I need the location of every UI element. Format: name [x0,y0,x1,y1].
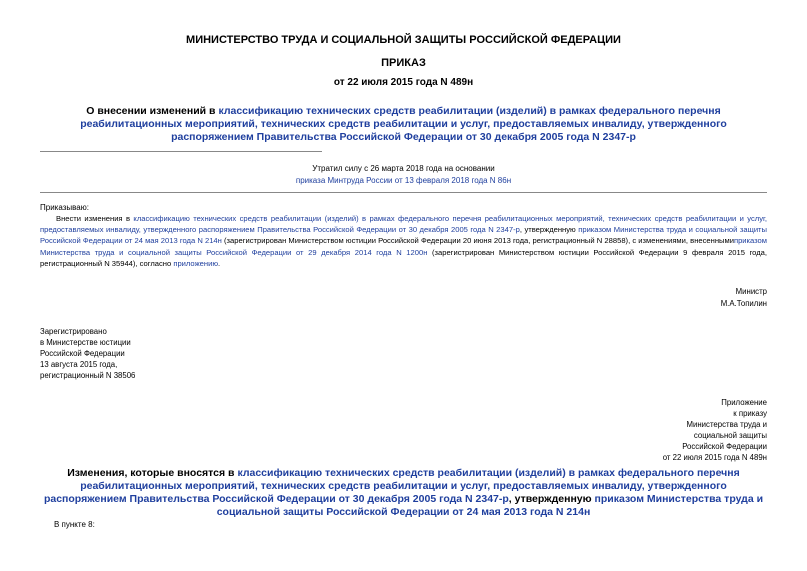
registration-block [40,326,240,381]
registration-line: в Министерстве юстиции [40,338,131,347]
body-text-2: , утвержденную [519,225,579,235]
appendix-line: социальной защиты [693,431,767,440]
body-classification-link[interactable]: классификацию технических средств реабилитации (изделий) в рамках федерального перечня реабилитационных мероприятий, технических средств реабилитации и услуг, предоставляемых инвалиду, утвержденного распоряжением Правительства Российской Федерации от 30 декабря 2005 года N 2347-р [40,214,767,235]
order-word: Приказываю: [40,203,89,212]
lost-force-note [40,163,767,187]
changes-order-214n-link[interactable]: приказом Министерства труда и социальной защиты Российской Федерации от 24 мая 2013 года N 214н [216,493,764,518]
item-8-label: В пункте 8: [54,520,95,529]
registration-line: Российской Федерации [40,349,125,358]
changes-text-2: , утвержденную [508,493,595,505]
ministry-heading: МИНИСТЕРСТВО ТРУДА И СОЦИАЛЬНОЙ ЗАЩИТЫ РОССИЙСКОЙ ФЕДЕРАЦИИ [186,34,621,46]
registration-line: Зарегистрировано [40,327,107,336]
title-text: О внесении изменений в [86,105,219,117]
appendix-line: Министерства труда и [686,420,767,429]
changes-classification-link[interactable]: классификацию технических средств реабилитации (изделий) в рамках федерального перечня реабилитационных мероприятий, технических средств реабилитации и услуг, предоставляемых инвалиду, утвержденного распоряжением Правительства Российской Федерации от 30 декабря 2005 года N 2347-р [43,467,740,505]
order-214n-link[interactable]: приказом Министерства труда и социальной защиты Российской Федерации от 24 мая 2013 года N 214н [40,225,767,246]
signature-block [567,286,767,310]
appendix-link[interactable]: приложению [173,258,219,268]
repeal-order-link[interactable]: приказа Минтруда России от 13 февраля 2018 года N 86н [295,176,512,185]
divider-long [40,192,767,193]
order-1200n-link[interactable]: приказом Министерства труда и социальной защиты Российской Федерации от 29 декабря 2014 года N 1200н [40,236,767,257]
minister-role: Министр [735,287,767,296]
registration-line: 13 августа 2015 года, [40,360,118,369]
document-title [40,105,767,144]
body-text-4: (зарегистрирован Министерством юстиции Российской Федерации 9 февраля 2015 года, регистрационный N 35944), согласно [40,247,767,268]
body-text-5: . [218,258,221,268]
order-date: от 22 июля 2015 года N 489н [333,77,474,88]
order-body [40,213,767,269]
appendix-line: Приложение [721,398,767,407]
appendix-line: от 22 июля 2015 года N 489н [662,453,767,462]
lost-force-text: Утратил силу с 26 марта 2018 года на основании [312,164,495,173]
appendix-line: Российской Федерации [682,442,767,451]
registration-line: регистрационный N 38506 [40,371,136,380]
classification-link[interactable]: классификацию технических средств реабилитации (изделий) в рамках федерального перечня реабилитационных мероприятий, технических средств реабилитации и услуг, предоставляемых инвалиду, утвержденного распоряжением Правительства Российской Федерации от 30 декабря 2005 года N 2347-р [80,105,727,143]
order-heading: ПРИКАЗ [381,57,426,69]
appendix-block [567,397,767,463]
divider-short [40,151,322,152]
body-text-1: Внести изменения в [56,214,134,223]
body-text-3: (зарегистрирован Министерством юстиции Российской Федерации 20 июня 2013 года, регистрационный N 28858), с изменениями, внесенными [221,236,734,246]
appendix-line: к приказу [733,409,767,418]
minister-name: М.А.Топилин [720,299,767,308]
changes-text-1: Изменения, которые вносятся в [67,467,238,479]
changes-heading [40,467,767,519]
